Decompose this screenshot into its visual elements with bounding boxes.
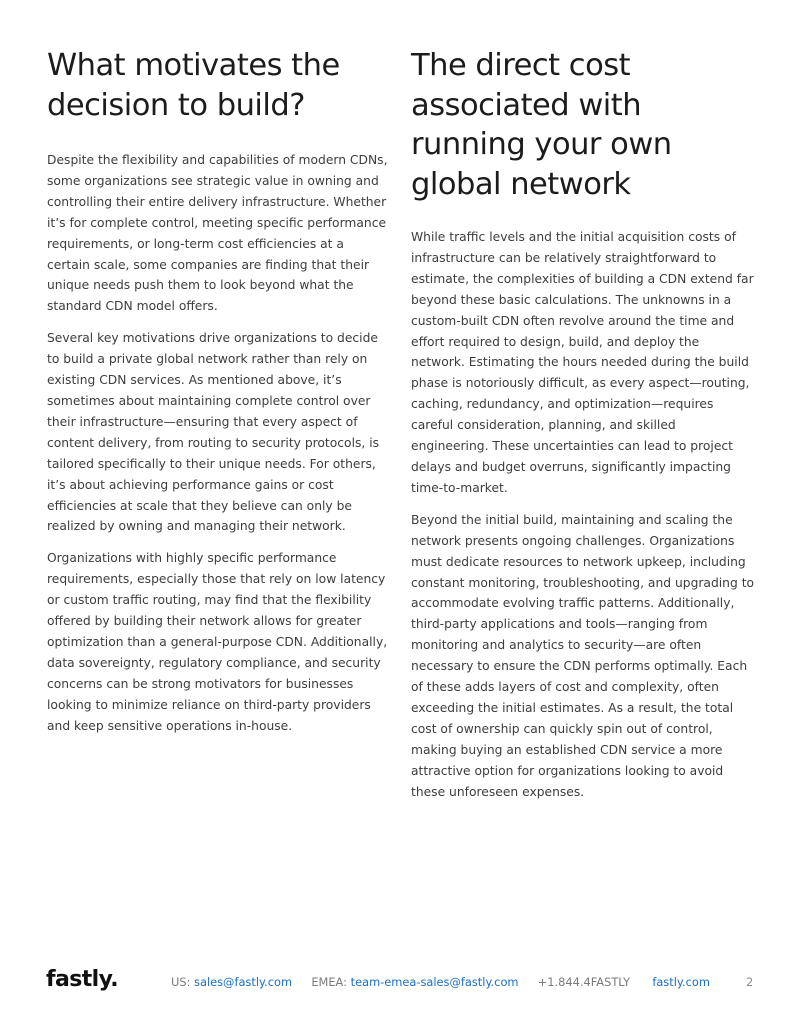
page-number: 2 [746,975,754,989]
left-paragraph-3: Organizations with highly specific performance requirements, especially those that rely on low latency or custom traffic routing, may find that the flexibility offered by building their network allows for greater optimization than a general-purpose CDN. Additionally, data sovereignty, regulatory compliance, and security concerns can be strong motivators for businesses looking to minimize reliance on third-party providers and keep sensitive operations in-house. [47,551,388,733]
left-column [47,46,389,747]
website-link[interactable]: fastly.com [652,975,710,989]
page-footer [0,966,800,998]
left-paragraph-1: Despite the flexibility and capabilities of modern CDNs, some organizations see strategic value in owning and controlling their entire delivery infrastructure. Whether it’s for complete control, meeting specific performance requirements, or long-term cost efficiencies at a certain scale, some companies are finding that their unique needs push them to look beyond what the standard CDN model offers. [47,153,388,314]
left-heading: What motivates the decision to build? [47,48,340,123]
fastly-logo[interactable]: fastly. [46,967,119,992]
us-label: US: [171,975,191,989]
right-paragraph-1: While traffic levels and the initial acquisition costs of infrastructure can be relatively straightforward to estimate, the complexities of building a CDN extend far beyond these basic calculations. The unknowns in a custom-built CDN often revolve around the time and effort required to design, build, and deploy the network. Estimating the hours needed during the build phase is notoriously difficult, as every aspect—routing, caching, redundancy, and optimization—requires careful consideration, planning, and skilled engineering. These uncertainties can lead to project delays and budget overruns, significantly impacting time-to-market. [411,230,754,495]
emea-label: EMEA: [311,975,347,989]
right-column [411,46,756,813]
right-paragraph-2: Beyond the initial build, maintaining and scaling the network presents ongoing challenges. Organizations must dedicate resources to network upkeep, including constant monitoring, troubleshooting, and upgrading to accommodate evolving traffic patterns. Additionally, third-party applications and tools—ranging from monitoring and analytics to security—are often necessary to ensure the CDN performs optimally. Each of these adds layers of cost and complexity, often exceeding the initial estimates. As a result, the total cost of ownership can quickly spin out of control, making buying an established CDN service a more attractive option for organizations looking to avoid these unforeseen expenses. [411,512,755,799]
right-heading: The direct cost associated with running your own global network [411,48,672,202]
footer-contact [171,974,710,990]
us-email-link[interactable]: sales@fastly.com [194,975,293,989]
phone-number: +1.844.4FASTLY [537,975,631,989]
left-paragraph-2: Several key motivations drive organizations to decide to build a private global network rather than rely on existing CDN services. As mentioned above, it’s sometimes about maintaining complete control over their infrastructure—ensuring that every aspect of content delivery, from routing to security protocols, is tailored specifically to their unique needs. For others, it’s about achieving performance gains or cost efficiencies at scale that they believe can only be realized by owning and managing their network. [47,331,380,534]
emea-email-link[interactable]: team-emea-sales@fastly.com [350,975,519,989]
